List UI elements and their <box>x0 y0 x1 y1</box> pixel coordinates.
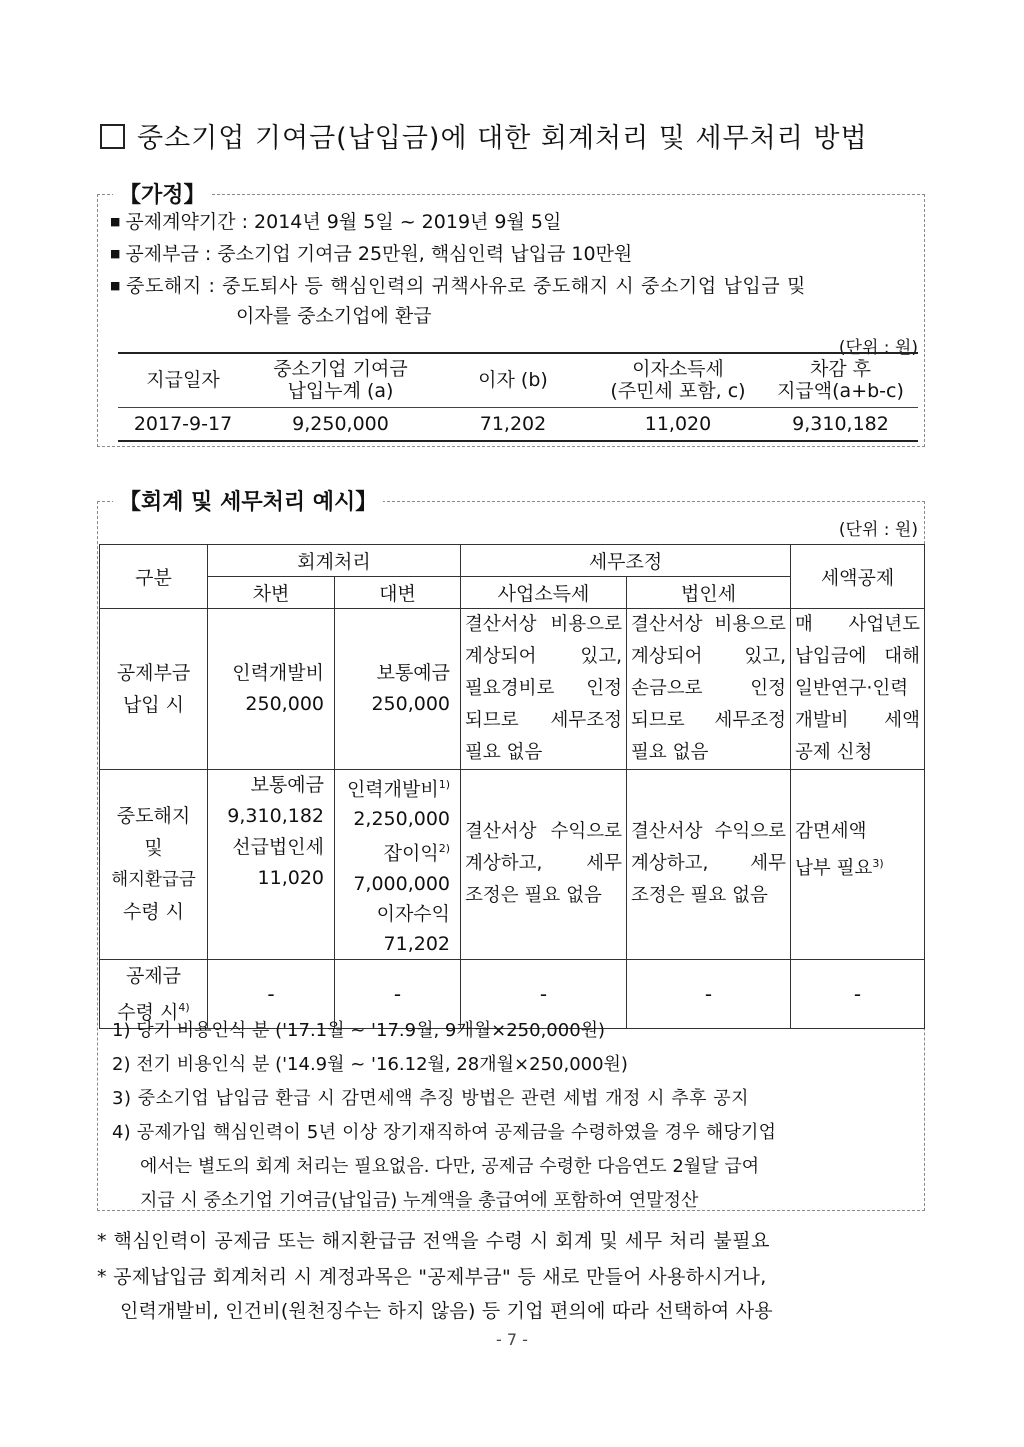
page-number: - 7 - <box>496 1330 528 1349</box>
note-4-continuation: 에서는 별도의 회계 처리는 필요없음. 다만, 공제금 수령한 다음연도 2월달 급여 <box>140 1156 760 1177</box>
debit-cell: - <box>208 959 335 1028</box>
assumption-label: 【가정】 <box>113 178 212 209</box>
checkbox-square-icon <box>100 124 125 149</box>
assumption-bullet: ■ 중도해지 : 중도퇴사 등 핵심인력의 귀책사유로 중도해지 시 중소기업 납입금 및 <box>110 275 806 297</box>
table-row-payment <box>100 609 925 770</box>
note-4-continuation: 지급 시 중소기업 기여금(납입금) 누계액을 총급여에 포함하여 연말정산 <box>140 1190 699 1211</box>
note-3: 3) 중소기업 납입금 환급 시 감면세액 추징 방법은 관련 세법 개정 시 추후 공지 <box>112 1088 749 1109</box>
business-income-tax-cell: - <box>461 959 627 1028</box>
unit-label: (단위 : 원) <box>838 338 918 358</box>
header-interest: 이자 (b) <box>478 369 548 392</box>
accounting-table <box>99 544 925 1029</box>
header-debit: 차변 <box>208 577 335 609</box>
note-1: 1) 당기 비용인식 분 ('17.1월 ~ '17.9월, 9개월×250,000원) <box>112 1020 606 1041</box>
header-category: 구분 <box>100 545 208 609</box>
header-contribution-total: 중소기업 기여금 납입누계 (a) <box>273 358 408 403</box>
footnote: * 핵심인력이 공제금 또는 해지환급금 전액을 수령 시 회계 및 세무 처리 불필요 <box>97 1230 770 1252</box>
header-tax-adjustment: 세무조정 <box>461 545 791 577</box>
note-2: 2) 전기 비용인식 분 ('14.9월 ~ '16.12월, 28개월×250,000원) <box>112 1054 628 1075</box>
bullet-icon: ■ <box>110 279 121 292</box>
payment-summary-table <box>118 352 918 442</box>
accounting-box <box>97 490 925 1211</box>
assumption-bullet-continuation: 이자를 중소기업에 환급 <box>236 305 432 327</box>
assumption-bullet: ■ 공제계약기간 : 2014년 9월 5일 ~ 2019년 9월 5일 <box>110 211 562 233</box>
tax-credit-cell: 감면세액 납부 필요$^{3)}$ <box>791 770 925 960</box>
corporate-tax-cell: 결산서상 비용으로 계상되어 있고, 손금으로 인정 되므로 세무조정 필요 없음 <box>627 609 791 770</box>
bullet-icon: ■ <box>110 247 121 260</box>
assumption-bullet: ■ 공제부금 : 중소기업 기여금 25만원, 핵심인력 납입금 10만원 <box>110 243 633 265</box>
tax-credit-cell: 매 사업년도 납입금에 대해 일반연구·인력 개발비 세액 공제 신청 <box>791 609 925 770</box>
credit-cell: 인력개발비$^{1)}$ 2,250,000 잡이익$^{2)}$ 7,000,000 이자수익 71,202 <box>335 770 461 960</box>
header-credit: 대변 <box>335 577 461 609</box>
table-row: 2017-9-17 9,250,000 71,202 11,020 9,310,182 <box>118 407 918 441</box>
category-cell: 중도해지 및 해지환급금 수령 시 <box>100 770 208 960</box>
tax-credit-cell: - <box>791 959 925 1028</box>
credit-cell: 보통예금 250,000 <box>335 609 461 770</box>
business-income-tax-cell: 결산서상 비용으로 계상되어 있고, 필요경비로 인정 되므로 세무조정 필요 없음 <box>461 609 627 770</box>
page-title: 중소기업 기여금(납입금)에 대한 회계처리 및 세무처리 방법 <box>100 116 940 155</box>
credit-cell: - <box>335 959 461 1028</box>
accounting-label: 【회계 및 세무처리 예시】 <box>113 485 383 516</box>
header-tax-credit: 세액공제 <box>791 545 925 609</box>
business-income-tax-cell: 결산서상 수익으로 계상하고, 세무 조정은 필요 없음 <box>461 770 627 960</box>
category-cell: 공제금 수령 시$^{4)}$ <box>100 959 208 1028</box>
footnote: * 공제납입금 회계처리 시 계정과목은 "공제부금" 등 새로 만들어 사용하시거나, <box>97 1266 767 1288</box>
note-4: 4) 공제가입 핵심인력이 5년 이상 장기재직하여 공제금을 수령하였을 경우 해당기업 <box>112 1122 777 1143</box>
corporate-tax-cell: - <box>627 959 791 1028</box>
header-corporate-tax: 법인세 <box>627 577 791 609</box>
header-payment-date: 지급일자 <box>146 369 220 392</box>
header-net-payment: 차감 후 지급액(a+b-c) <box>777 358 904 403</box>
debit-cell: 보통예금 9,310,182 선급법인세 11,020 <box>208 770 335 960</box>
bullet-icon: ■ <box>110 215 121 228</box>
header-business-income-tax: 사업소득세 <box>461 577 627 609</box>
footnote-continuation: 인력개발비, 인건비(원천징수는 하지 않음) 등 기업 편의에 따라 선택하여 사용 <box>120 1300 773 1322</box>
debit-cell: 인력개발비 250,000 <box>208 609 335 770</box>
header-accounting: 회계처리 <box>208 545 461 577</box>
corporate-tax-cell: 결산서상 수익으로 계상하고, 세무 조정은 필요 없음 <box>627 770 791 960</box>
category-cell: 공제부금 납입 시 <box>100 609 208 770</box>
header-interest-tax: 이자소득세 (주민세 포함, c) <box>610 358 746 403</box>
table-row-termination <box>100 770 925 960</box>
unit-label: (단위 : 원) <box>838 520 918 540</box>
assumption-box <box>97 183 925 447</box>
